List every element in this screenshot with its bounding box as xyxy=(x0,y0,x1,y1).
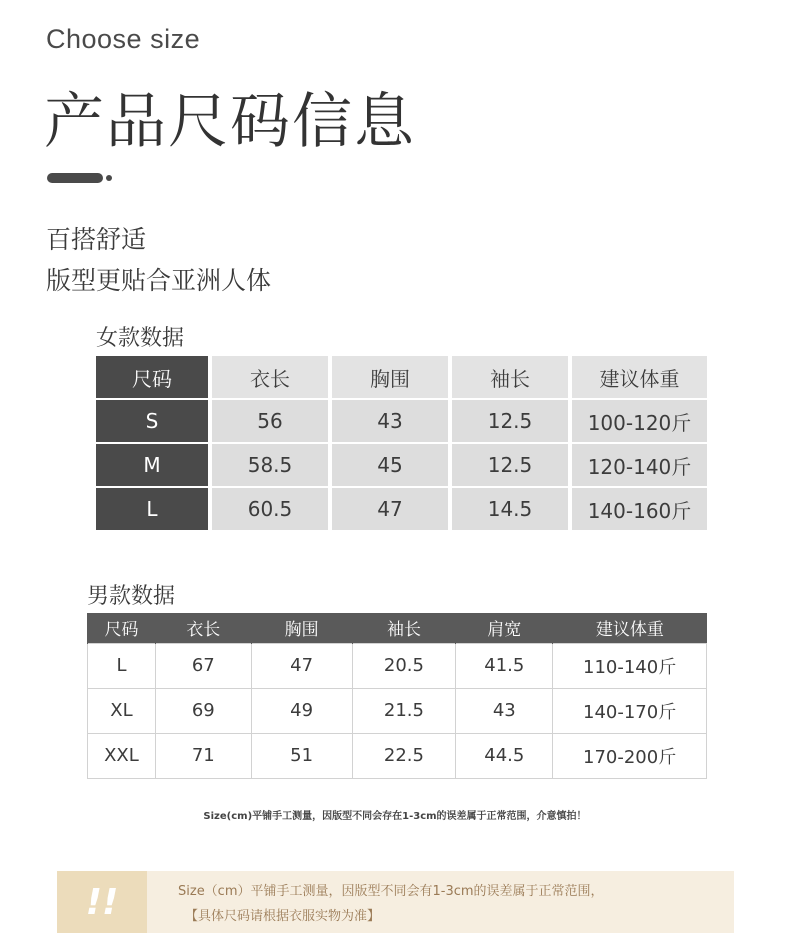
table-row xyxy=(96,488,707,532)
table-cell: 49 xyxy=(251,688,352,733)
title-underline-bar xyxy=(47,173,103,183)
table-cell: 170-200斤 xyxy=(553,733,707,778)
table-cell: 14.5 xyxy=(452,488,568,530)
notice-banner xyxy=(57,871,734,933)
table-cell: 71 xyxy=(155,733,251,778)
men-header-cell: 衣长 xyxy=(155,613,251,643)
men-size-cell: L xyxy=(88,643,156,688)
table-cell: 47 xyxy=(332,488,448,530)
women-table-header xyxy=(96,356,707,400)
table-cell: 47 xyxy=(251,643,352,688)
women-size-cell: S xyxy=(96,400,208,442)
english-title: Choose size xyxy=(46,24,201,54)
page-title: 产品尺码信息 xyxy=(44,87,416,157)
table-cell: 58.5 xyxy=(212,444,328,486)
women-header-cell: 建议体重 xyxy=(572,356,707,398)
table-cell: 110-140斤 xyxy=(553,643,707,688)
title-underline-dot xyxy=(106,175,112,181)
men-size-cell: XL xyxy=(88,688,156,733)
table-cell: 140-160斤 xyxy=(572,488,707,530)
women-size-table xyxy=(96,356,707,532)
table-cell: 69 xyxy=(155,688,251,733)
table-cell: 60.5 xyxy=(212,488,328,530)
table-cell: 43 xyxy=(456,688,553,733)
table-cell: 22.5 xyxy=(352,733,456,778)
women-header-cell: 胸围 xyxy=(332,356,448,398)
men-header-cell: 尺码 xyxy=(88,613,156,643)
subtitle-comfort: 百搭舒适 xyxy=(46,225,147,254)
notice-line-2: 【具体尺码请根据衣服实物为准】 xyxy=(185,909,381,924)
women-header-cell: 衣长 xyxy=(212,356,328,398)
table-cell: 41.5 xyxy=(456,643,553,688)
table-cell: 20.5 xyxy=(352,643,456,688)
men-section-title: 男款数据 xyxy=(87,584,176,609)
exclamation-icon: !! xyxy=(57,871,147,933)
table-row xyxy=(96,444,707,488)
subtitle-fit: 版型更贴合亚洲人体 xyxy=(46,266,272,295)
table-cell: 21.5 xyxy=(352,688,456,733)
table-row xyxy=(88,688,707,733)
men-table-header xyxy=(88,613,707,643)
table-cell: 44.5 xyxy=(456,733,553,778)
table-cell: 51 xyxy=(251,733,352,778)
women-header-cell: 尺码 xyxy=(96,356,208,398)
notice-line-1: Size（cm）平铺手工测量，因版型不同会有1-3cm的误差属于正常范围， xyxy=(178,884,604,899)
women-size-cell: M xyxy=(96,444,208,486)
measurement-footnote: Size(cm)平铺手工测量，因版型不同会存在1-3cm的误差属于正常范围，介意慎拍！ xyxy=(203,811,587,822)
table-cell: 56 xyxy=(212,400,328,442)
table-row xyxy=(88,733,707,778)
men-size-cell: XXL xyxy=(88,733,156,778)
table-cell: 67 xyxy=(155,643,251,688)
table-cell: 12.5 xyxy=(452,444,568,486)
men-size-table xyxy=(87,613,707,779)
women-header-cell: 袖长 xyxy=(452,356,568,398)
table-cell: 45 xyxy=(332,444,448,486)
table-row xyxy=(96,400,707,444)
table-cell: 140-170斤 xyxy=(553,688,707,733)
men-header-cell: 建议体重 xyxy=(553,613,707,643)
table-cell: 120-140斤 xyxy=(572,444,707,486)
men-header-cell: 肩宽 xyxy=(456,613,553,643)
men-header-cell: 胸围 xyxy=(251,613,352,643)
table-cell: 12.5 xyxy=(452,400,568,442)
table-row xyxy=(88,643,707,688)
table-cell: 43 xyxy=(332,400,448,442)
men-header-cell: 袖长 xyxy=(352,613,456,643)
women-size-cell: L xyxy=(96,488,208,530)
table-cell: 100-120斤 xyxy=(572,400,707,442)
women-section-title: 女款数据 xyxy=(96,326,185,351)
